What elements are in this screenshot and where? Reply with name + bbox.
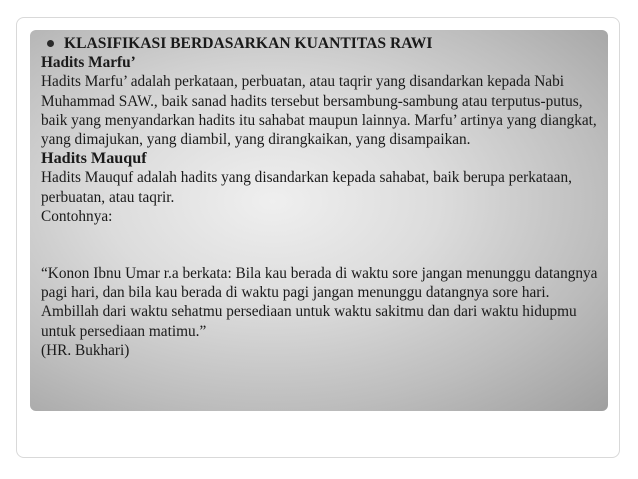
slide-heading: KLASIFIKASI BERDASARKAN KUANTITAS RAWI bbox=[64, 35, 433, 52]
example-label: Contohnya: bbox=[41, 207, 113, 225]
slide-text bbox=[41, 34, 601, 360]
section1-title: Hadits Marfu’ bbox=[41, 54, 136, 72]
section1-body: Hadits Marfu’ adalah perkataan, perbuatan, atau taqrir yang disandarkan kepada Nabi Muhammad SAW., baik sanad hadits tersebut bersambung-sambung atau terputus-putus, baik yang menyandarkan hadits itu sahabat maupun lainnya. Marfu’ artinya yang diangkat, yang dimajukan, yang diambil, yang dirangkaikan, yang disampaikan. bbox=[41, 73, 597, 149]
citation: (HR. Bukhari) bbox=[41, 341, 130, 359]
spacer bbox=[41, 226, 601, 264]
content-box bbox=[30, 30, 608, 411]
bullet-icon bbox=[47, 40, 54, 47]
heading-line bbox=[41, 34, 601, 53]
section2-title: Hadits Mauquf bbox=[41, 149, 147, 168]
section2-body: Hadits Mauquf adalah hadits yang disandarkan kepada sahabat, baik berupa perkataan, perbuatan, atau taqrir. bbox=[41, 169, 572, 206]
quote-text: “Konon Ibnu Umar r.a berkata: Bila kau berada di waktu sore jangan menunggu datangnya pagi hari, dan bila kau berada di waktu pagi jangan menunggu datangnya sore hari. Ambillah dari waktu sehatmu persediaan untuk waktu sakitmu dan dari waktu hidupmu untuk persediaan matimu.” bbox=[41, 265, 598, 340]
